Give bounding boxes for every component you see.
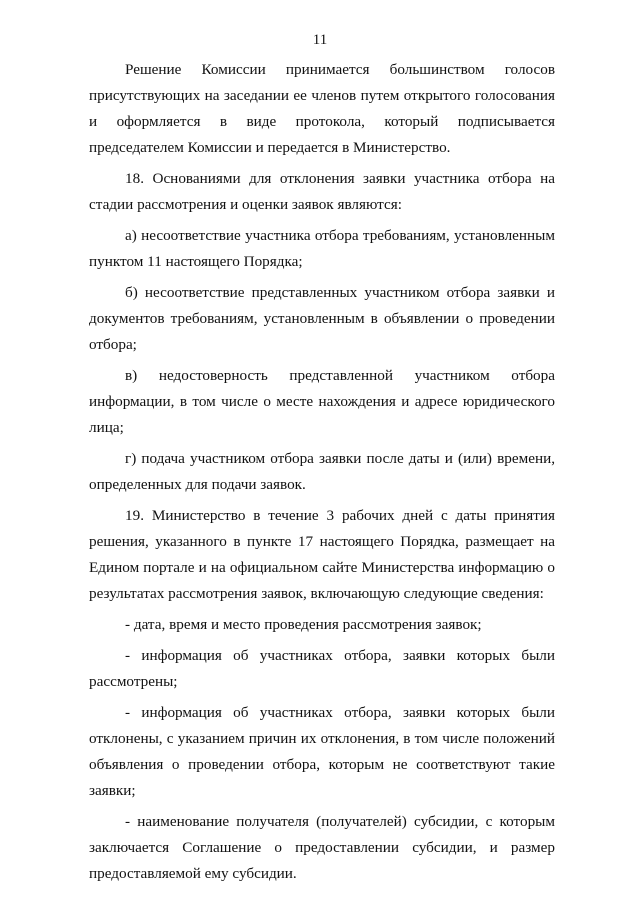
paragraph-18-item-a: а) несоответствие участника отбора требованиям, установленным пунктом 11 настоящего Порядка; bbox=[89, 227, 555, 270]
paragraph-18-item-b: б) несоответствие представленных участником отбора заявки и документов требованиям, установленным в объявлении о проведении отбора; bbox=[89, 284, 555, 353]
list-item-subsidy-recipient: - наименование получателя (получателей) субсидии, с которым заключается Соглашение о предоставлении субсидии, и размер предоставляемой ему субсидии. bbox=[89, 813, 555, 882]
document-body bbox=[89, 57, 555, 892]
list-item-reviewed-participants: - информация об участниках отбора, заявки которых были рассмотрены; bbox=[89, 647, 555, 690]
page-number: 11 bbox=[312, 32, 328, 48]
paragraph-18-rejection-grounds: 18. Основаниями для отклонения заявки участника отбора на стадии рассмотрения и оценки заявок являются: bbox=[89, 170, 555, 213]
paragraph-19-publication: 19. Министерство в течение 3 рабочих дней с даты принятия решения, указанного в пункте 17 настоящего Порядка, размещает на Едином портале и на официальном сайте Министерства информацию о результатах рассмотрения заявок, включающую следующие сведения: bbox=[89, 507, 555, 602]
paragraph-commission-decision: Решение Комиссии принимается большинством голосов присутствующих на заседании ее членов путем открытого голосования и оформляется в виде протокола, который подписывается председателем Комиссии и передается в Министерство. bbox=[89, 61, 555, 156]
list-item-date-time-place: - дата, время и место проведения рассмотрения заявок; bbox=[125, 616, 482, 633]
paragraph-18-item-g: г) подача участником отбора заявки после даты и (или) времени, определенных для подачи заявок. bbox=[89, 450, 555, 493]
paragraph-18-item-v: в) недостоверность представленной участником отбора информации, в том числе о месте нахождения и адресе юридического лица; bbox=[89, 367, 555, 436]
list-item-rejected-participants: - информация об участниках отбора, заявки которых были отклонены, с указанием причин их отклонения, в том числе положений объявления о проведении отбора, которым не соответствуют такие заявки; bbox=[89, 704, 555, 799]
